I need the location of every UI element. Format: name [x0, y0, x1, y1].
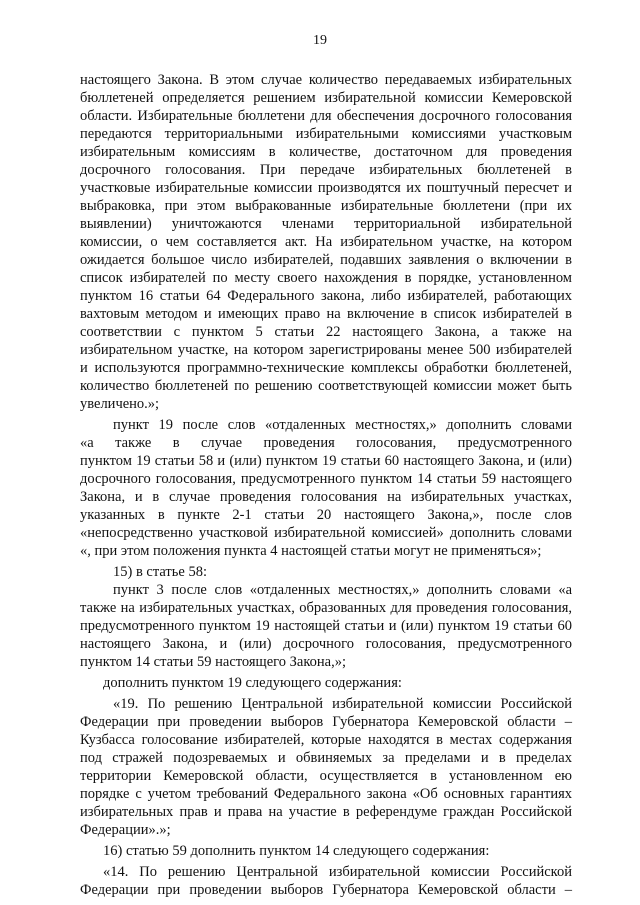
text-line: настоящего Закона, и (или) досрочного голосования, предусмотренного	[80, 636, 572, 652]
text-line: избирательном участке, на котором зарегистрированы менее 500 избирателей	[80, 342, 572, 358]
page-number: 19	[313, 33, 327, 48]
text-line: пункт 19 после слов «отдаленных местностях,» дополнить словами	[113, 417, 572, 433]
text-line: список избирателей по месту своего нахождения в порядке, установленном	[80, 270, 572, 286]
text-line: указанных в пункте 2-1 статьи 20 настоящего Закона,», после слов	[80, 507, 572, 523]
text-line: «непосредственно участковой избирательной комиссией» дополнить словами	[80, 525, 572, 541]
text-line: «14. По решению Центральной избирательной комиссии Российской	[103, 864, 572, 880]
text-line: территории Кемеровской области, осуществляется в установленном ею	[80, 768, 572, 784]
text-line: количество бюллетеней по решению соответствующей комиссии может быть	[80, 378, 572, 394]
text-line: под стражей подозреваемых и обвиняемых за пределами и в пределах	[80, 750, 572, 766]
text-line: Федерации при проведении выборов Губернатора Кемеровской области –	[80, 882, 572, 898]
text-line: передаются территориальными избирательными комиссиями участковым	[80, 126, 572, 142]
text-line: выявлении) уничтожаются членами территориальной избирательной	[80, 216, 572, 232]
text-line: Кузбасса голосование избирателей, которые находятся в местах содержания	[80, 732, 572, 748]
text-line: выбраковка, при этом выбракованные избирательные бюллетени (при их	[80, 198, 572, 214]
text-line: также на избирательных участках, образованных для проведения голосования,	[80, 600, 572, 616]
text-line: 16) статью 59 дополнить пунктом 14 следующего содержания:	[103, 843, 490, 859]
text-line: пунктом 16 статьи 64 Федерального закона, либо избирателей, работающих	[80, 288, 572, 304]
text-line: области. Избирательные бюллетени для обеспечения досрочного голосования	[80, 108, 572, 124]
text-line: порядке с учетом требований Федерального закона «Об основных гарантиях	[80, 786, 572, 802]
text-line: ожидается большое число избирателей, подавших заявления о включении в	[80, 252, 572, 268]
text-line: дополнить пунктом 19 следующего содержания:	[103, 675, 402, 691]
text-line: пункт 3 после слов «отдаленных местностях,» дополнить словами «а	[113, 582, 572, 598]
text-line: досрочного голосования. При передаче избирательных бюллетеней в	[80, 162, 572, 178]
text-line: Федерации при проведении выборов Губернатора Кемеровской области –	[80, 714, 572, 730]
text-line: пунктом 14 статьи 59 настоящего Закона,»;	[80, 654, 346, 670]
text-line: соответствии с пунктом 5 статьи 22 настоящего Закона, а также на	[80, 324, 572, 340]
text-line: Закона, и в случае проведения голосования на избирательных участках,	[80, 489, 572, 505]
text-line: комиссии, о чем составляется акт. На избирательном участке, на котором	[80, 234, 572, 250]
text-line: предусмотренного пунктом 19 настоящей статьи и (или) пунктом 19 статьи 60	[80, 618, 572, 634]
text-line: 15) в статье 58:	[113, 564, 207, 580]
text-line: досрочного голосования, предусмотренного пунктом 14 статьи 59 настоящего	[80, 471, 572, 487]
text-line: «, при этом положения пункта 4 настоящей статьи могут не применяться»;	[80, 543, 542, 559]
text-line: бюллетеней определяется решением избирательной комиссии Кемеровской	[80, 90, 572, 106]
text-line: пунктом 19 статьи 58 и (или) пунктом 19 статьи 60 настоящего Закона, и (или)	[80, 453, 572, 469]
text-line: «19. По решению Центральной избирательной комиссии Российской	[113, 696, 572, 712]
text-line: увеличено.»;	[80, 396, 160, 412]
text-line: настоящего Закона. В этом случае количество передаваемых избирательных	[80, 72, 572, 88]
text-line: «а также в случае проведения голосования, предусмотренного	[80, 435, 572, 451]
text-line: Федерации».»;	[80, 822, 171, 838]
text-line: избирательным комиссиям в количестве, достаточном для проведения	[80, 144, 572, 160]
text-line: вахтовым методом и имеющих право на включение в список избирателей в	[80, 306, 572, 322]
text-line: и используются программно-технические комплексы обработки бюллетеней,	[80, 360, 572, 376]
text-line: участковые избирательные комиссии производятся их поштучный пересчет и	[80, 180, 572, 196]
text-line: избирательных прав и права на участие в референдуме граждан Российской	[80, 804, 572, 820]
